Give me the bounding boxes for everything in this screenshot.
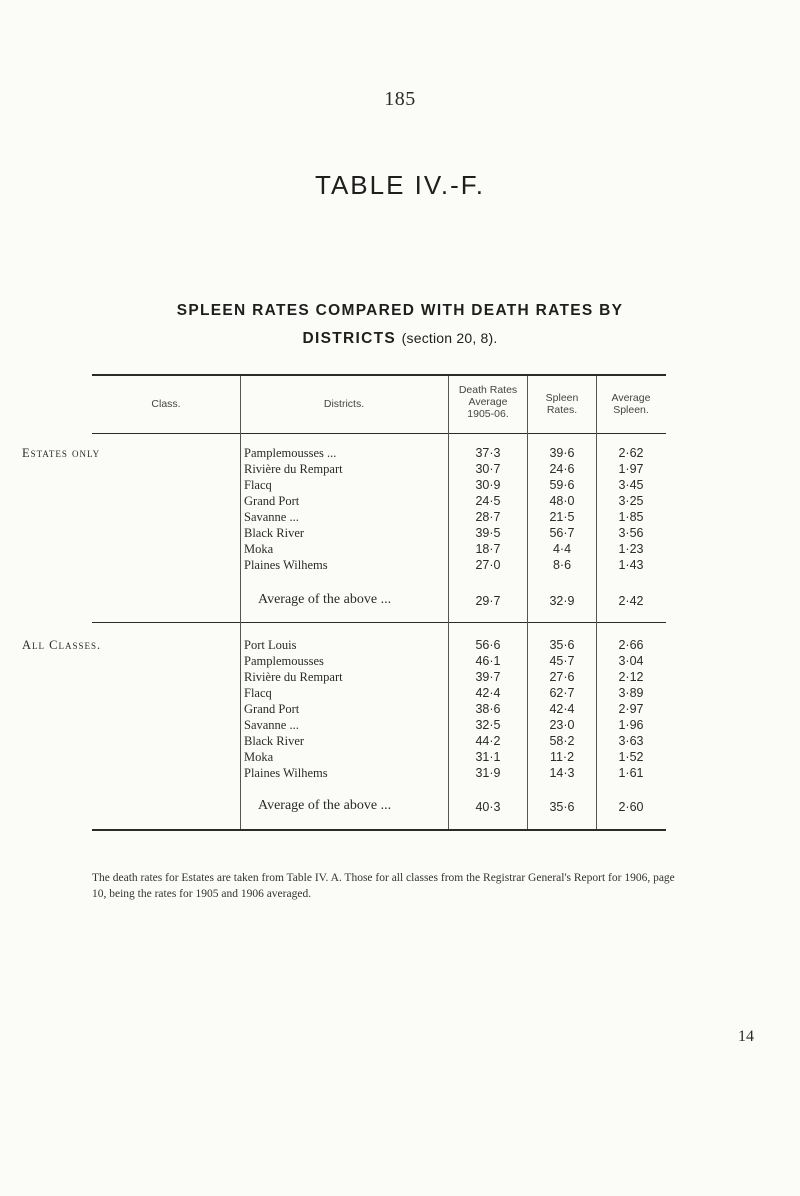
district-name: Plaines Wilhems	[244, 558, 328, 572]
average-spleen: 1·52	[618, 750, 644, 764]
death-rate: 30·7	[475, 462, 501, 476]
spleen-rate: 42·4	[549, 702, 575, 716]
average-spleen: 3·63	[618, 734, 644, 748]
death-rate: 18·7	[475, 542, 501, 556]
district-name: Grand Port	[244, 494, 300, 508]
death-rate: 38·6	[475, 702, 501, 716]
average-spleen: 3·04	[618, 654, 644, 668]
header-average-spleen	[596, 392, 666, 416]
average-death-rate: 40·3	[475, 800, 501, 814]
header-death-rates-line1: Death Rates	[458, 384, 518, 396]
death-rate: 31·9	[475, 766, 501, 780]
death-rate: 56·6	[475, 638, 501, 652]
group-label-estates: Estates only	[22, 446, 101, 460]
average-spleen: 2·66	[618, 638, 644, 652]
district-name: Pamplemousses	[244, 654, 324, 668]
district-name: Pamplemousses ...	[244, 446, 337, 460]
death-rate: 28·7	[475, 510, 501, 524]
death-rate: 37·3	[475, 446, 501, 460]
table-title: TABLE IV.-F.	[315, 170, 485, 200]
header-class: Class.	[151, 398, 181, 410]
average-average-spleen: 2·60	[618, 800, 644, 814]
group-divider-rule	[92, 622, 666, 623]
death-rate: 44·2	[475, 734, 501, 748]
district-name: Plaines Wilhems	[244, 766, 328, 780]
district-name: Black River	[244, 734, 305, 748]
district-name: Rivière du Rempart	[244, 670, 343, 684]
header-average-spleen-line1: Average	[611, 392, 651, 404]
district-name: Moka	[244, 542, 274, 556]
spleen-rate: 58·2	[549, 734, 575, 748]
spleen-rate: 23·0	[549, 718, 575, 732]
table-subtitle-line2	[0, 330, 800, 348]
average-spleen-rate: 35·6	[549, 800, 575, 814]
spleen-rate: 39·6	[549, 446, 575, 460]
death-rate: 42·4	[475, 686, 501, 700]
average-spleen: 3·56	[618, 526, 644, 540]
average-death-rate: 29·7	[475, 594, 501, 608]
average-spleen: 2·97	[618, 702, 644, 716]
header-death-rates	[448, 384, 528, 420]
death-rate: 39·5	[475, 526, 501, 540]
average-spleen: 3·89	[618, 686, 644, 700]
district-name: Flacq	[244, 686, 272, 700]
subtitle-districts: DISTRICTS	[302, 330, 397, 347]
average-label: Average of the above ...	[258, 592, 392, 607]
spleen-rate: 11·2	[549, 750, 575, 764]
death-rate: 27·0	[475, 558, 501, 572]
district-name: Moka	[244, 750, 274, 764]
average-spleen: 3·25	[618, 494, 644, 508]
average-spleen: 1·61	[618, 766, 644, 780]
table-subtitle-line1: SPLEEN RATES COMPARED WITH DEATH RATES BY	[176, 302, 624, 319]
district-name: Black River	[244, 526, 305, 540]
header-death-rates-line2: Average	[468, 396, 508, 408]
spleen-rate: 62·7	[549, 686, 575, 700]
district-name: Savanne ...	[244, 718, 299, 732]
header-bottom-rule	[92, 433, 666, 434]
spleen-rate: 4·4	[552, 542, 572, 556]
page-number-bottom: 14	[738, 1028, 754, 1045]
header-spleen-rates-line1: Spleen	[545, 392, 579, 404]
table-top-rule	[92, 374, 666, 376]
death-rate: 24·5	[475, 494, 501, 508]
spleen-rate: 59·6	[549, 478, 575, 492]
average-spleen: 2·12	[618, 670, 644, 684]
death-rate: 46·1	[475, 654, 501, 668]
district-name: Rivière du Rempart	[244, 462, 343, 476]
death-rate: 31·1	[475, 750, 501, 764]
district-name: Savanne ...	[244, 510, 299, 524]
spleen-rate: 45·7	[549, 654, 575, 668]
group-label-all-classes: All Classes.	[22, 638, 102, 652]
district-name: Port Louis	[244, 638, 297, 652]
average-spleen: 1·97	[618, 462, 644, 476]
death-rate: 30·9	[475, 478, 501, 492]
spleen-rate: 48·0	[549, 494, 575, 508]
col-divider-1	[240, 376, 241, 829]
spleen-rate: 14·3	[549, 766, 575, 780]
header-districts: Districts.	[323, 398, 365, 410]
average-spleen: 2·62	[618, 446, 644, 460]
header-death-rates-line3: 1905-06.	[467, 408, 509, 420]
spleen-rate: 8·6	[552, 558, 572, 572]
header-spleen-rates	[527, 392, 597, 416]
spleen-rate: 56·7	[549, 526, 575, 540]
spleen-rate: 35·6	[549, 638, 575, 652]
table-footnote: The death rates for Estates are taken from Table IV. A. Those for all classes from the Registrar General's Report for 1906, page 10, being the rates for 1905 and 1906 averaged.	[92, 872, 675, 900]
average-spleen: 1·96	[618, 718, 644, 732]
average-average-spleen: 2·42	[618, 594, 644, 608]
spleen-rate: 24·6	[549, 462, 575, 476]
header-spleen-rates-line2: Rates.	[546, 404, 578, 416]
average-spleen: 1·43	[618, 558, 644, 572]
average-spleen-rate: 32·9	[549, 594, 575, 608]
death-rate: 32·5	[475, 718, 501, 732]
spleen-rate: 21·5	[549, 510, 575, 524]
district-name: Flacq	[244, 478, 272, 492]
average-spleen: 3·45	[618, 478, 644, 492]
district-name: Grand Port	[244, 702, 300, 716]
spleen-rate: 27·6	[549, 670, 575, 684]
page-number-top: 185	[384, 88, 416, 110]
death-rate: 39·7	[475, 670, 501, 684]
average-label: Average of the above ...	[258, 798, 392, 813]
subtitle-section-ref: (section 20, 8).	[401, 330, 498, 346]
header-average-spleen-line2: Spleen.	[613, 404, 649, 416]
table-bottom-rule	[92, 829, 666, 831]
average-spleen: 1·23	[618, 542, 644, 556]
average-spleen: 1·85	[618, 510, 644, 524]
